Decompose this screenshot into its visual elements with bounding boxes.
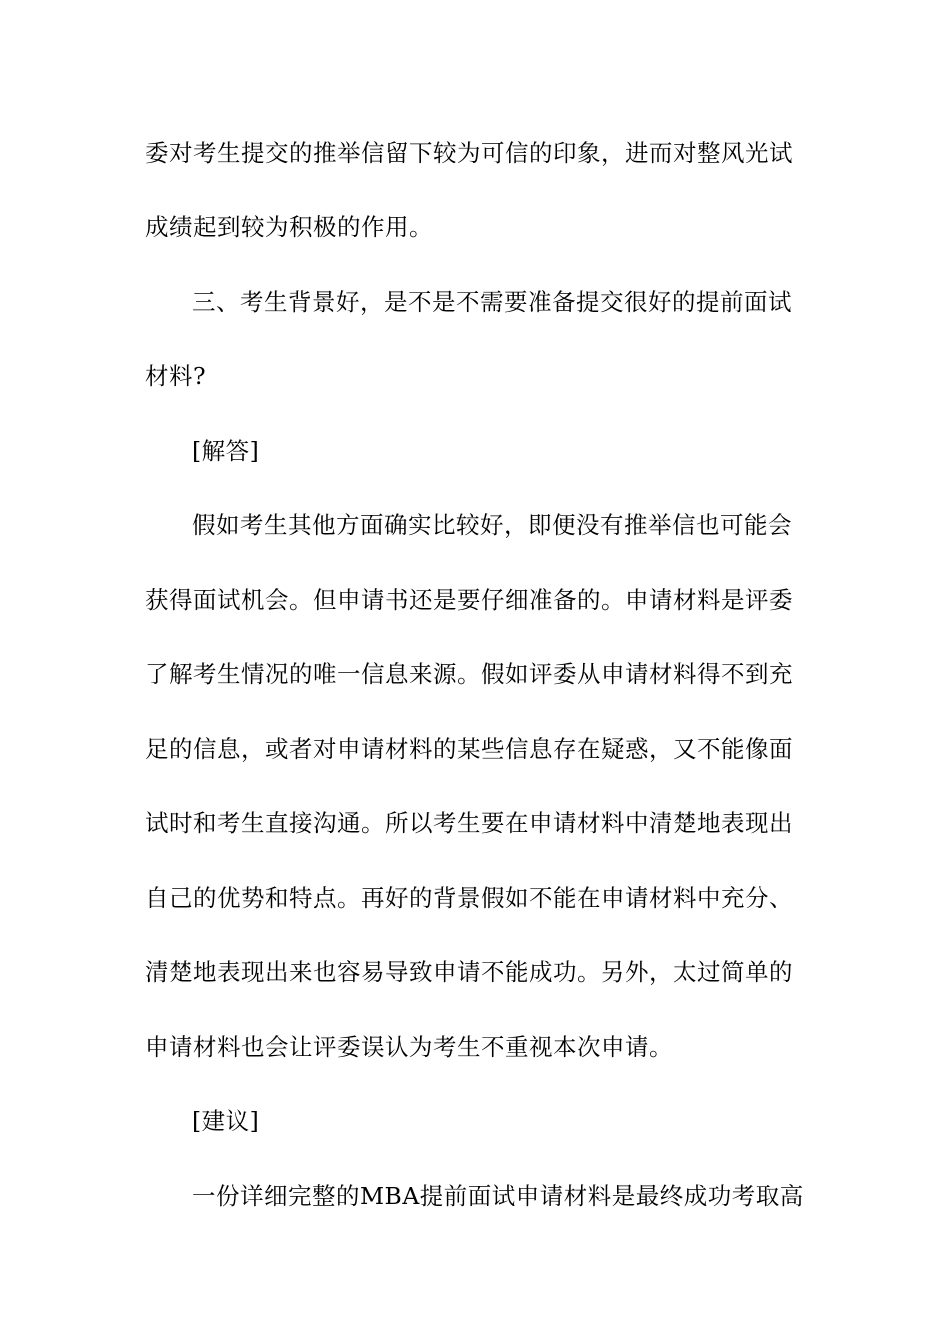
paragraph-line: 委对考生提交的推举信留下较为可信的印象，进而对整风光试: [145, 139, 793, 167]
paragraph-line: 申请材料也会让评委误认为考生不重视本次申请。: [145, 1033, 673, 1061]
suggestion-label: [建议]: [192, 1107, 260, 1135]
paragraph-line: 了解考生情况的唯一信息来源。假如评委从申请材料得不到充: [145, 660, 793, 688]
section-heading-line: 材料?: [145, 362, 207, 390]
paragraph-line: 试时和考生直接沟通。所以考生要在申请材料中清楚地表现出: [145, 809, 793, 837]
paragraph-line: 自己的优势和特点。再好的背景假如不能在申请材料中充分、: [145, 884, 793, 912]
paragraph-line: 获得面试机会。但申请书还是要仔细准备的。申请材料是评委: [145, 586, 793, 614]
answer-label: [解答]: [192, 437, 260, 465]
paragraph-line: 一份详细完整的MBA提前面试申请材料是最终成功考取高: [192, 1182, 804, 1210]
paragraph-line: 足的信息，或者对申请材料的某些信息存在疑惑，又不能像面: [145, 735, 793, 763]
section-heading-line: 三、考生背景好，是不是不需要准备提交很好的提前面试: [192, 288, 792, 316]
paragraph-line: 假如考生其他方面确实比较好，即便没有推举信也可能会: [192, 511, 792, 539]
paragraph-line: 成绩起到较为积极的作用。: [145, 213, 433, 241]
paragraph-line: 清楚地表现出来也容易导致申请不能成功。另外，太过简单的: [145, 958, 793, 986]
